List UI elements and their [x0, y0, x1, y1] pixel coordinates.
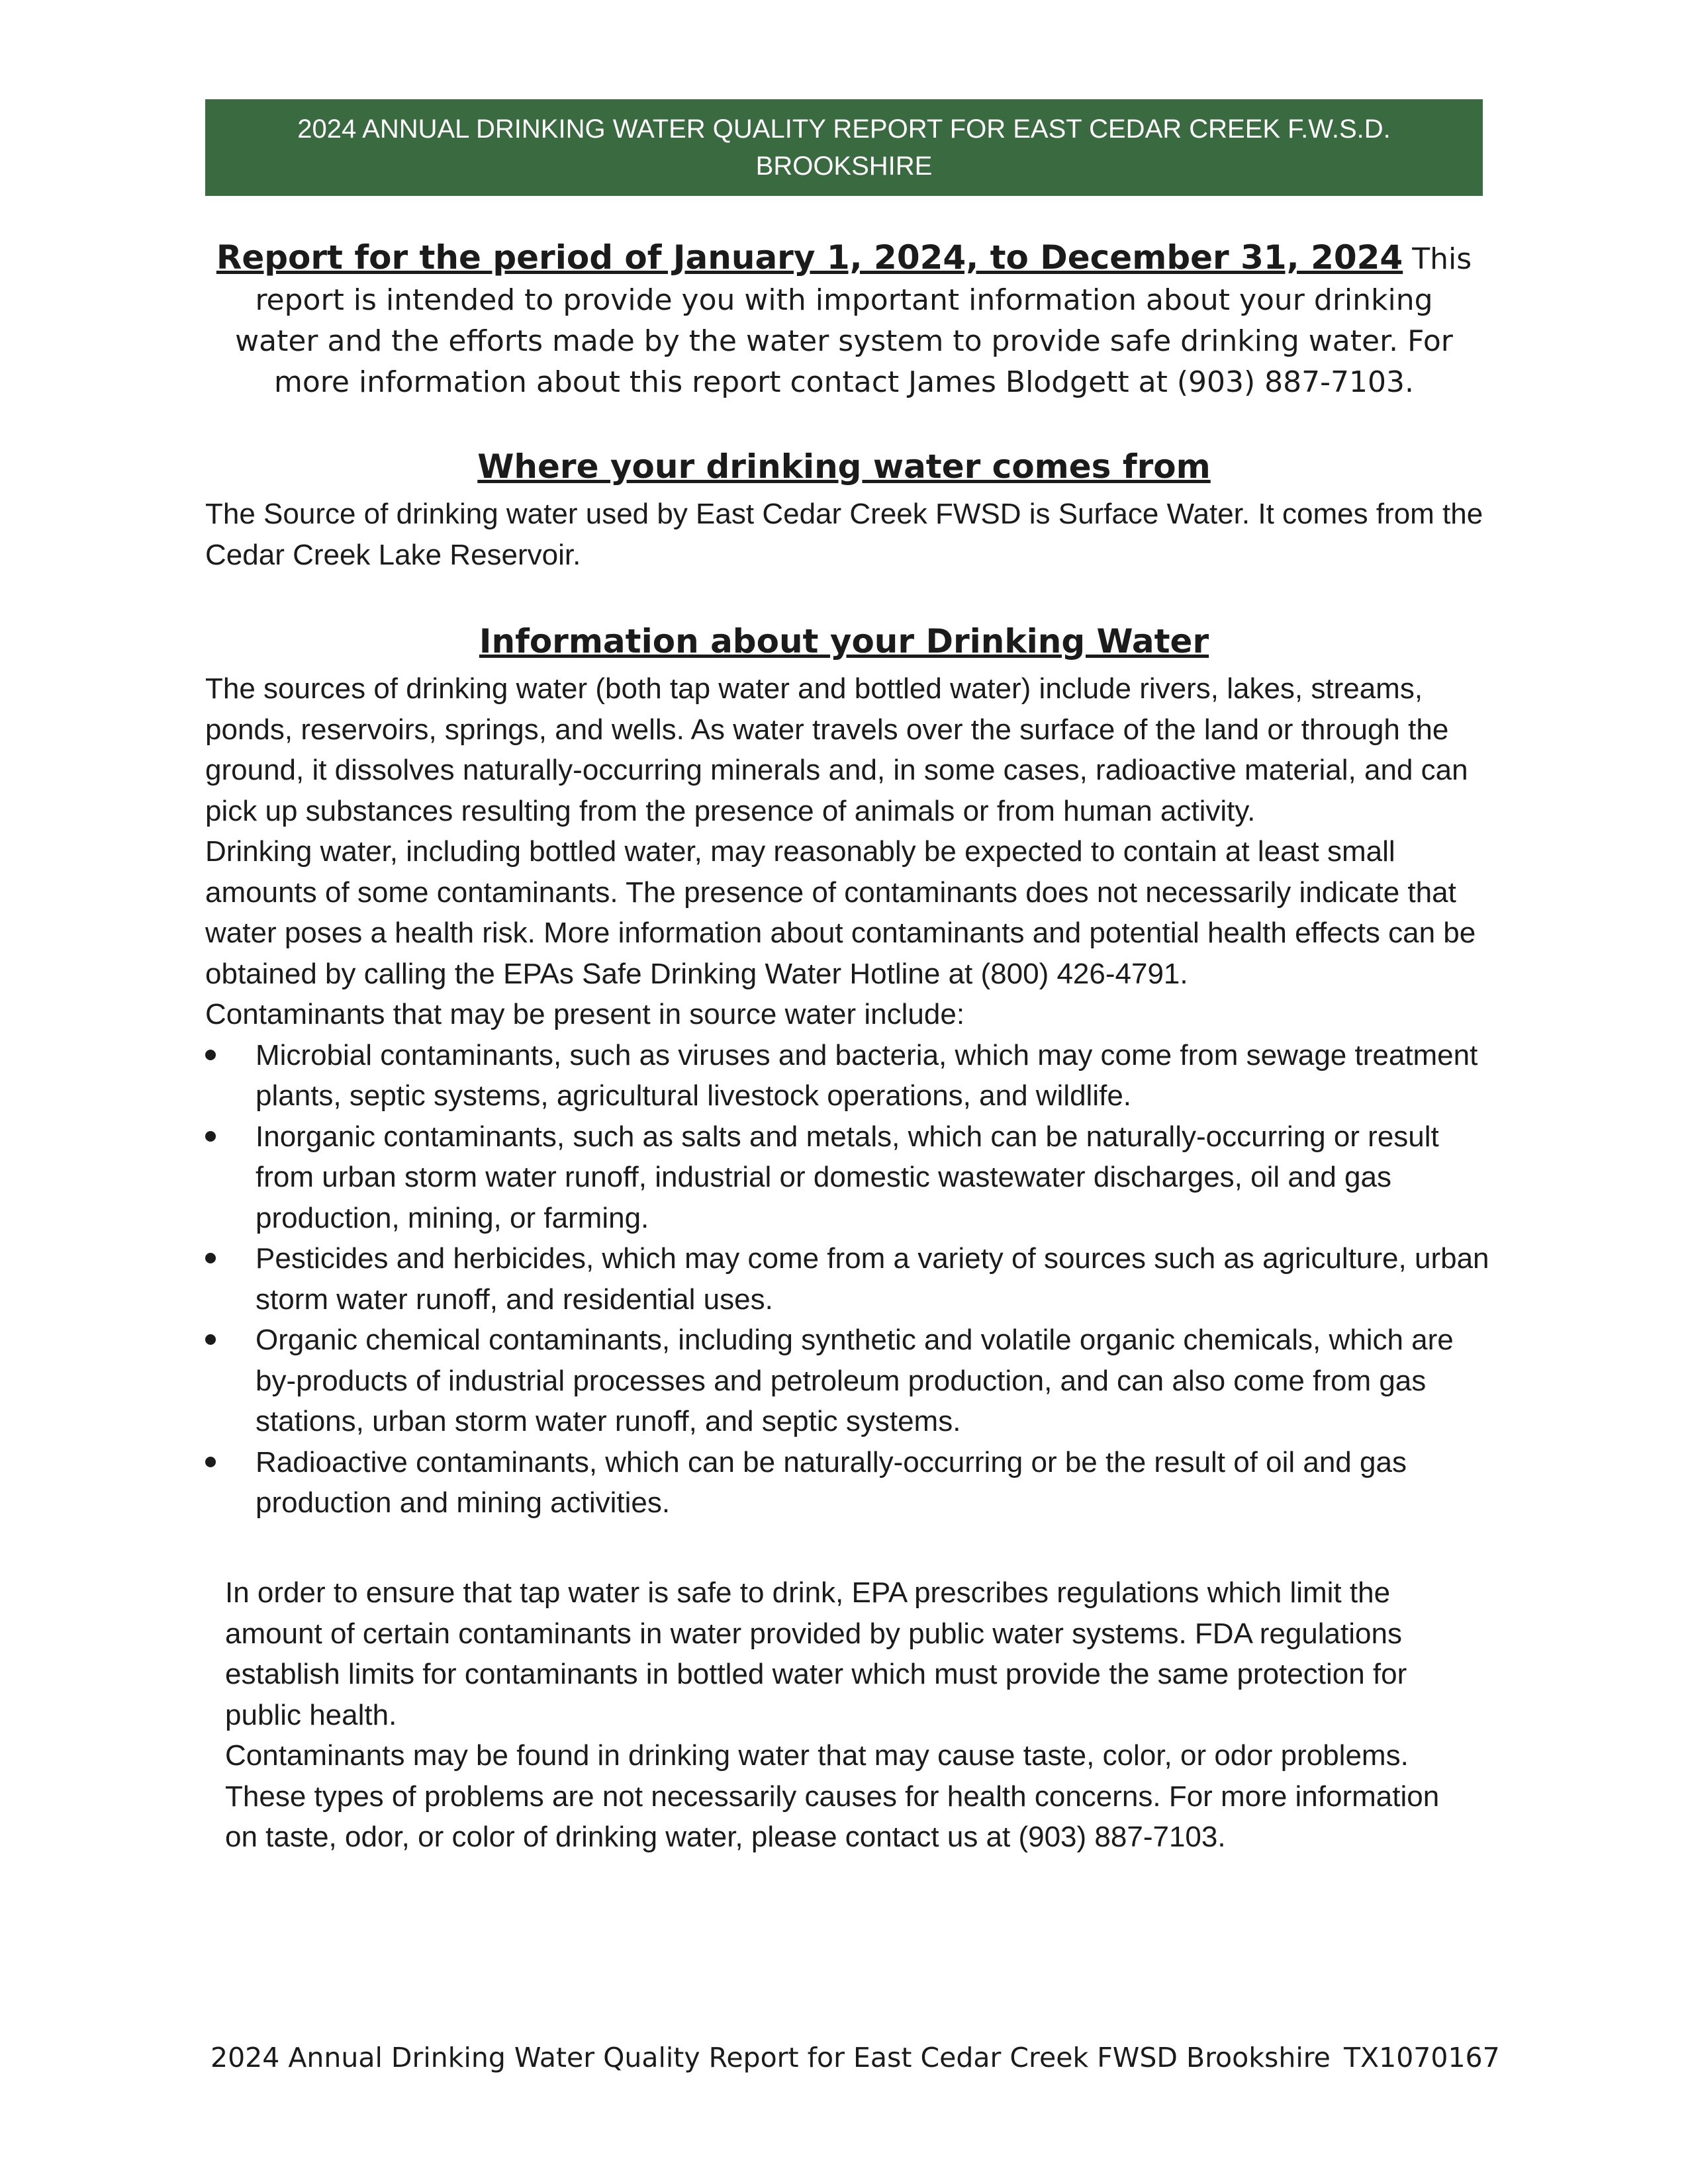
- closing-text-block: [225, 1572, 1470, 1858]
- bullet-icon: [205, 1131, 216, 1142]
- info-paragraph-2: Drinking water, including bottled water, may reasonably be expected to contain at least small amounts of some contaminants. The presence of contaminants does not necessarily indicate that water poses a health risk. More information about contaminants and potential health effects can be obtained by calling the EPAs Safe Drinking Water Hotline at (800) 426-4791.: [205, 835, 1476, 990]
- list-item: Organic chemical contaminants, including synthetic and volatile organic chemicals, which are by-products of industrial processes and petroleum production, and can also come from gas stations, urban storm water runoff, and septic systems.: [205, 1320, 1489, 1442]
- intro-text: This report is intended to provide you with important information about your drinking water and the efforts made by the water system to provide safe drinking water. For more information about this report contact James Blodgett at (903) 887-7103.: [235, 242, 1472, 399]
- source-heading: Where your drinking water comes from: [477, 447, 1211, 486]
- bullet-icon: [205, 1457, 216, 1467]
- closing-paragraph-1: In order to ensure that tap water is safe to drink, EPA prescribes regulations which limit the amount of certain contaminants in water provided by public water systems. FDA regulations establish limits for contaminants in bottled water which must provide the same protection for public health.: [225, 1576, 1407, 1731]
- closing-paragraph-2: Contaminants may be found in drinking water that may cause taste, color, or odor problems. These types of problems are not necessarily causes for health concerns. For more information on taste, odor, or color of drinking water, please contact us at (903) 887-7103.: [225, 1739, 1440, 1853]
- contaminants-list-intro: Contaminants that may be present in source water include:: [205, 998, 965, 1030]
- footer-title: 2024 Annual Drinking Water Quality Report for East Cedar Creek FWSD Brookshire: [211, 2042, 1331, 2073]
- info-text-block: [205, 668, 1489, 1524]
- contaminant-list: [205, 1035, 1489, 1524]
- list-item: Microbial contaminants, such as viruses and bacteria, which may come from sewage treatment plants, septic systems, agricultural livestock operations, and wildlife.: [205, 1035, 1489, 1116]
- report-title-banner: [205, 99, 1483, 196]
- bullet-icon: [205, 1050, 216, 1060]
- source-text-block: [205, 494, 1489, 575]
- report-intro: [212, 237, 1476, 403]
- bullet-icon: [205, 1334, 216, 1345]
- source-text: The Source of drinking water used by East Cedar Creek FWSD is Surface Water. It comes from the Cedar Creek Lake Reservoir.: [205, 498, 1483, 571]
- info-heading: Information about your Drinking Water: [479, 622, 1209, 660]
- bullet-icon: [205, 1253, 216, 1263]
- banner-title-line2: BROOKSHIRE: [755, 152, 933, 181]
- list-item: Pesticides and herbicides, which may come from a variety of sources such as agriculture, urban storm water runoff, and residential uses.: [205, 1238, 1489, 1320]
- list-item: Inorganic contaminants, such as salts and metals, which can be naturally-occurring or result from urban storm water runoff, industrial or domestic wastewater discharges, oil and gas production, mining, or farming.: [205, 1116, 1489, 1239]
- banner-title-line1: 2024 ANNUAL DRINKING WATER QUALITY REPORT FOR EAST CEDAR CREEK F.W.S.D.: [297, 114, 1391, 144]
- footer-system-id: TX1070167: [1344, 2042, 1500, 2073]
- info-paragraph-1: The sources of drinking water (both tap water and bottled water) include rivers, lakes, streams, ponds, reservoirs, springs, and wells. As water travels over the surface of the land or through the ground, it dissolves naturally-occurring minerals and, in some cases, radioactive material, and can pick up substances resulting from the presence of animals or from human activity.: [205, 672, 1468, 827]
- list-item: Radioactive contaminants, which can be naturally-occurring or be the result of oil and gas production and mining activities.: [205, 1442, 1489, 1524]
- report-period: Report for the period of January 1, 2024, to December 31, 2024: [216, 238, 1403, 277]
